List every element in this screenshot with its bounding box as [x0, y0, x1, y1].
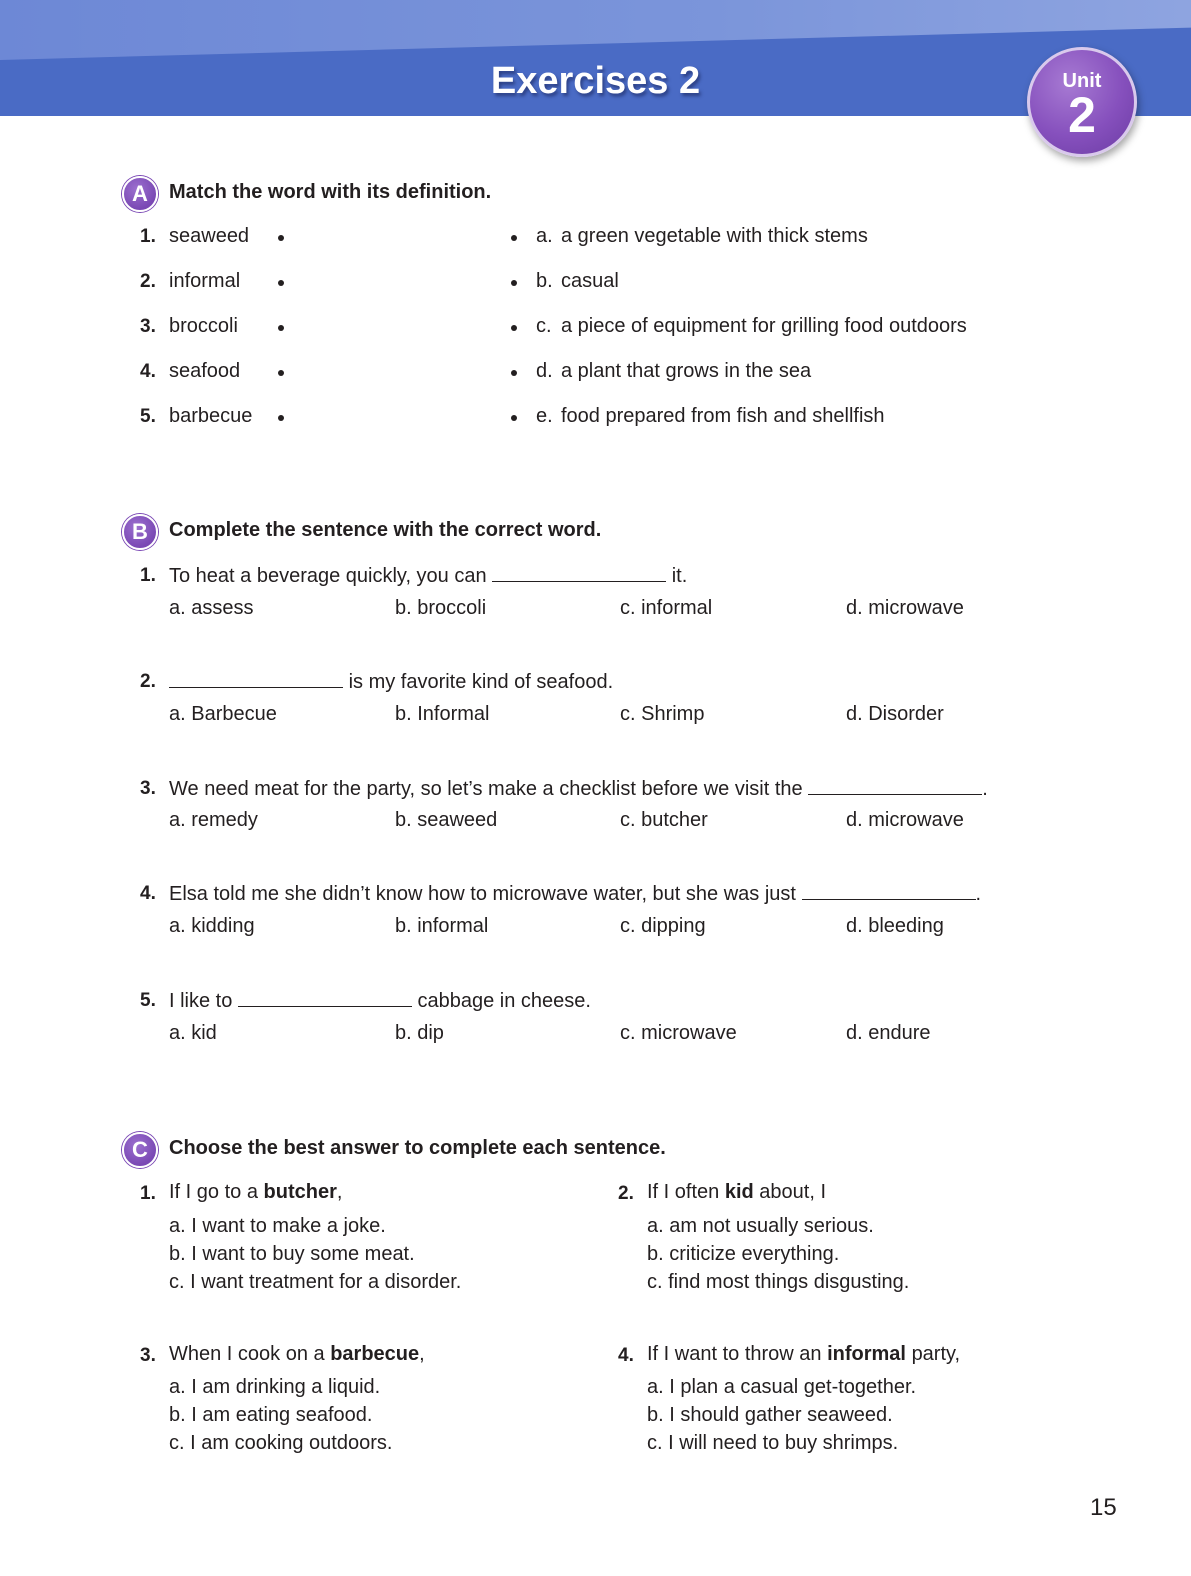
- question-stem: [647, 1181, 826, 1204]
- key-word: butcher: [263, 1181, 337, 1203]
- question-number: 2.: [140, 671, 156, 692]
- section-a-badge: A: [122, 176, 158, 212]
- answer-option[interactable]: a. kid: [169, 1022, 217, 1044]
- answer-blank[interactable]: [802, 881, 976, 900]
- stem-end: ,: [419, 1343, 425, 1365]
- answer-option[interactable]: b. seaweed: [395, 809, 498, 831]
- stem-start: If I go to a: [169, 1181, 258, 1203]
- key-word: informal: [827, 1343, 906, 1365]
- stem-end: party,: [911, 1343, 961, 1365]
- answer-option[interactable]: b. criticize everything.: [647, 1243, 840, 1265]
- question-number: 4.: [618, 1345, 634, 1366]
- answer-option[interactable]: b. I should gather seaweed.: [647, 1404, 893, 1426]
- word-item: informal: [169, 270, 241, 292]
- answer-blank[interactable]: [808, 776, 982, 795]
- banner-highlight: [0, 0, 1191, 60]
- answer-option[interactable]: b. I am eating seafood.: [169, 1404, 373, 1426]
- answer-option[interactable]: c. I want treatment for a disorder.: [169, 1271, 462, 1293]
- section-b-instruction: Complete the sentence with the correct word.: [169, 519, 602, 541]
- definition-letter: d.: [536, 360, 553, 382]
- answer-option[interactable]: a. I plan a casual get-together.: [647, 1376, 917, 1398]
- answer-blank[interactable]: [238, 988, 412, 1007]
- question-sentence: [169, 669, 613, 694]
- answer-option[interactable]: a. Barbecue: [169, 703, 277, 725]
- definition-text: a green vegetable with thick stems: [561, 225, 868, 247]
- word-number: 4.: [140, 361, 156, 382]
- sentence-start: To heat a beverage quickly, you can: [169, 565, 487, 587]
- answer-option[interactable]: a. I want to make a joke.: [169, 1215, 386, 1237]
- definition-letter: b.: [536, 270, 553, 292]
- definition-text: food prepared from fish and shellfish: [561, 405, 885, 427]
- answer-option[interactable]: b. informal: [395, 915, 489, 937]
- section-c-badge: C: [122, 1132, 158, 1168]
- match-dot-left[interactable]: [278, 280, 284, 286]
- answer-option[interactable]: a. am not usually serious.: [647, 1215, 874, 1237]
- stem-start: When I cook on a: [169, 1343, 325, 1365]
- sentence-end: .: [975, 883, 982, 905]
- question-stem: [169, 1181, 342, 1204]
- question-number: 5.: [140, 990, 156, 1011]
- word-item: seaweed: [169, 225, 250, 247]
- stem-start: If I often: [647, 1181, 720, 1203]
- match-dot-right[interactable]: [511, 235, 517, 241]
- answer-option[interactable]: a. kidding: [169, 915, 255, 937]
- section-b-badge: B: [122, 514, 158, 550]
- answer-option[interactable]: c. microwave: [620, 1022, 737, 1044]
- word-item: broccoli: [169, 315, 238, 337]
- word-item: seafood: [169, 360, 241, 382]
- answer-option[interactable]: a. assess: [169, 597, 254, 619]
- answer-option[interactable]: b. Informal: [395, 703, 490, 725]
- definition-text: casual: [561, 270, 619, 292]
- page-title: Exercises 2: [490, 60, 701, 102]
- definition-letter: c.: [536, 315, 552, 337]
- question-stem: [647, 1343, 960, 1366]
- answer-blank[interactable]: [492, 563, 666, 582]
- stem-end: ,: [336, 1181, 343, 1203]
- sentence-start: We need meat for the party, so let’s make a checklist before we visit the: [169, 778, 803, 800]
- match-dot-right[interactable]: [511, 325, 517, 331]
- page-number: 15: [1090, 1494, 1117, 1521]
- match-dot-left[interactable]: [278, 325, 284, 331]
- match-dot-right[interactable]: [511, 370, 517, 376]
- stem-start: If I want to throw an: [647, 1343, 822, 1365]
- match-dot-right[interactable]: [511, 280, 517, 286]
- header-banner: [0, 0, 1191, 116]
- unit-badge: [1027, 47, 1137, 157]
- word-number: 1.: [140, 226, 156, 247]
- sentence-start: I like to: [169, 990, 233, 1012]
- answer-option[interactable]: b. dip: [395, 1022, 444, 1044]
- answer-option[interactable]: b. I want to buy some meat.: [169, 1243, 415, 1265]
- answer-option[interactable]: c. Shrimp: [620, 703, 705, 725]
- stem-end: about, I: [759, 1181, 827, 1203]
- key-word: kid: [724, 1181, 754, 1203]
- word-number: 5.: [140, 406, 156, 427]
- key-word: barbecue: [330, 1343, 420, 1365]
- answer-option[interactable]: c. dipping: [620, 915, 706, 937]
- question-number: 4.: [140, 883, 156, 904]
- sentence-end: it.: [671, 565, 688, 587]
- answer-blank[interactable]: [169, 669, 343, 688]
- answer-option[interactable]: d. microwave: [846, 809, 964, 831]
- question-number: 1.: [140, 1183, 156, 1204]
- definition-text: a plant that grows in the sea: [561, 360, 812, 382]
- answer-option[interactable]: d. endure: [846, 1022, 931, 1044]
- sentence-end: .: [982, 778, 988, 800]
- question-sentence: [169, 563, 687, 588]
- definition-letter: a.: [536, 225, 553, 247]
- question-number: 3.: [140, 1345, 156, 1366]
- answer-option[interactable]: c. I will need to buy shrimps.: [647, 1432, 899, 1454]
- question-number: 2.: [618, 1183, 634, 1204]
- question-number: 3.: [140, 778, 156, 799]
- definition-text: a piece of equipment for grilling food outdoors: [561, 315, 967, 337]
- match-dot-left[interactable]: [278, 370, 284, 376]
- match-dot-left[interactable]: [278, 415, 284, 421]
- sentence-end: is my favorite kind of seafood.: [348, 671, 614, 693]
- question-stem: [169, 1343, 425, 1366]
- answer-option[interactable]: b. broccoli: [395, 597, 487, 619]
- section-a-instruction: Match the word with its definition.: [169, 181, 492, 203]
- question-sentence: [169, 988, 591, 1013]
- word-number: 3.: [140, 316, 156, 337]
- sentence-start: Elsa told me she didn’t know how to microwave water, but she was just: [169, 883, 796, 905]
- definition-letter: e.: [536, 405, 553, 427]
- answer-option[interactable]: c. I am cooking outdoors.: [169, 1432, 393, 1454]
- answer-option[interactable]: a. remedy: [169, 809, 258, 831]
- answer-option[interactable]: a. I am drinking a liquid.: [169, 1376, 381, 1398]
- sentence-end: cabbage in cheese.: [417, 990, 591, 1012]
- answer-option[interactable]: c. find most things disgusting.: [647, 1271, 910, 1293]
- question-sentence: [169, 776, 988, 801]
- word-number: 2.: [140, 271, 156, 292]
- answer-option[interactable]: d. bleeding: [846, 915, 944, 937]
- answer-option[interactable]: d. microwave: [846, 597, 964, 619]
- answer-option[interactable]: c. butcher: [620, 809, 708, 831]
- answer-option[interactable]: c. informal: [620, 597, 713, 619]
- unit-number: 2: [1068, 87, 1096, 143]
- match-dot-left[interactable]: [278, 235, 284, 241]
- answer-option[interactable]: d. Disorder: [846, 703, 944, 725]
- match-dot-right[interactable]: [511, 415, 517, 421]
- question-number: 1.: [140, 565, 156, 586]
- section-c-instruction: Choose the best answer to complete each sentence.: [169, 1137, 666, 1159]
- word-item: barbecue: [169, 405, 253, 427]
- question-sentence: [169, 881, 981, 906]
- unit-label: Unit: [1062, 70, 1102, 92]
